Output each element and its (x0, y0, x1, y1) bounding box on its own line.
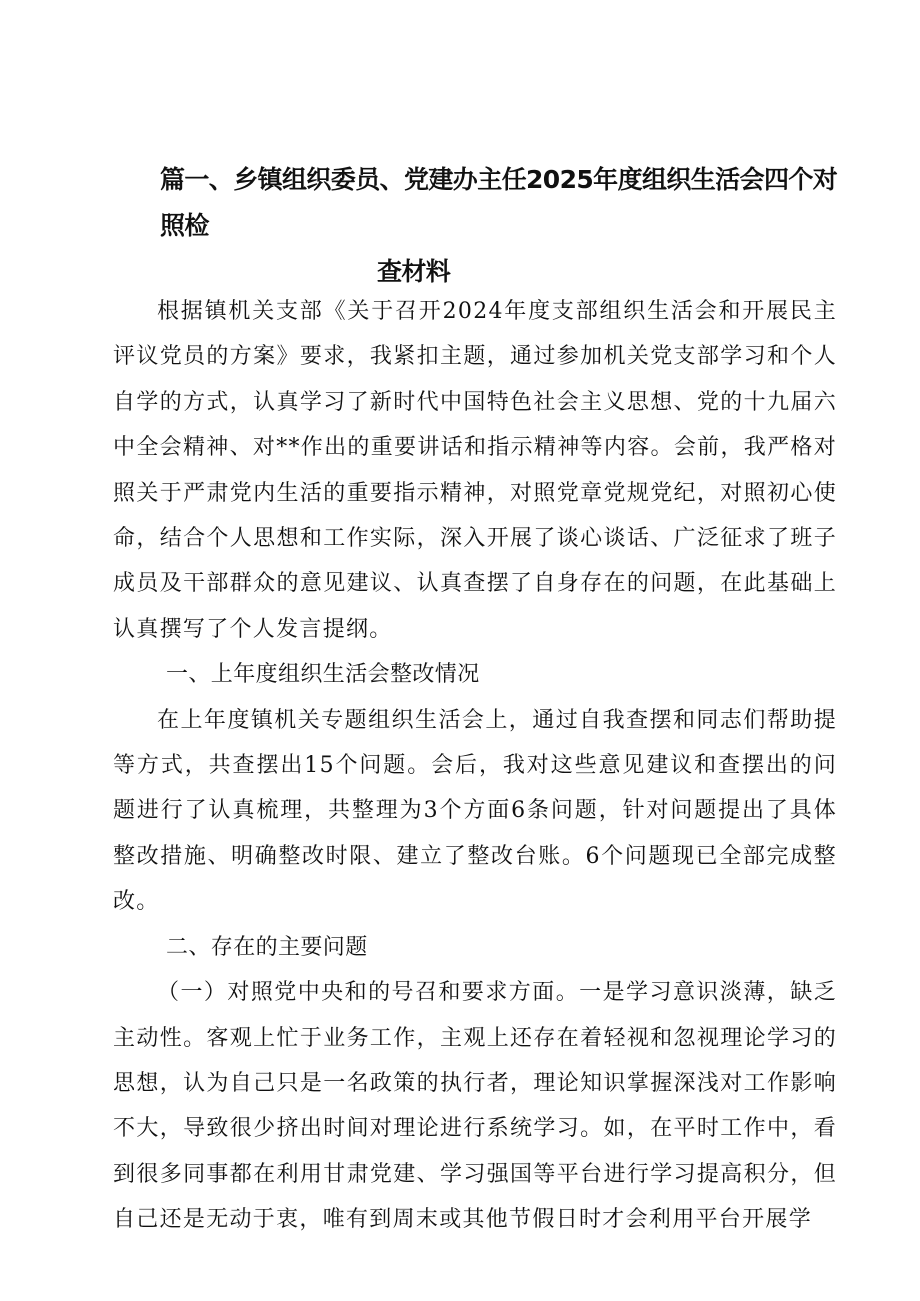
document-title (160, 157, 850, 295)
title-line-2: 查材料 (377, 257, 451, 286)
intro-paragraph: 根据镇机关支部《关于召开2024年度支部组织生活会和开展民主评议党员的方案》要求，我紧扣主题，通过参加机关党支部学习和个人自学的方式，认真学习了新时代中国特色社会主义思想、党的十九届六中全会精神、对**作出的重要讲话和指示精神等内容。会前，我严格对照关于严肃党内生活的重要指示精神，对照党章党规党纪，对照初心使命，结合个人思想和工作实际，深入开展了谈心谈话、广泛征求了班子成员及干部群众的意见建议、认真查摆了自身存在的问题，在此基础上认真撰写了个人发言提纲。 (113, 299, 837, 642)
title-line-1: 篇一、乡镇组织委员、党建办主任2025年度组织生活会四个对照检 (160, 165, 838, 240)
section-1-paragraph: 在上年度镇机关专题组织生活会上，通过自我查摆和同志们帮助提等方式，共查摆出15个问题。会后，我对这些意见建议和查摆出的问题进行了认真梳理，共整理为3个方面6条问题，针对问题提出了具体整改措施、明确整改时限、建立了整改台账。6个问题现已全部完成整改。 (113, 707, 837, 915)
section-2-heading: 二、存在的主要问题 (166, 934, 368, 960)
section-2-paragraph: （一）对照党中央和的号召和要求方面。一是学习意识淡薄，缺乏主动性。客观上忙于业务工作，主观上还存在着轻视和忽视理论学习的思想，认为自己只是一名政策的执行者，理论知识掌握深浅对工作影响不大，导致很少挤出时间对理论进行系统学习。如，在平时工作中，看到很多同事都在利用甘肃党建、学习强国等平台进行学习提高积分，但自己还是无动于衷，唯有到周末或其他节假日时才会利用平台开展学 (113, 980, 837, 1233)
section-1-heading: 一、上年度组织生活会整改情况 (166, 662, 480, 688)
document-body (113, 289, 837, 1243)
